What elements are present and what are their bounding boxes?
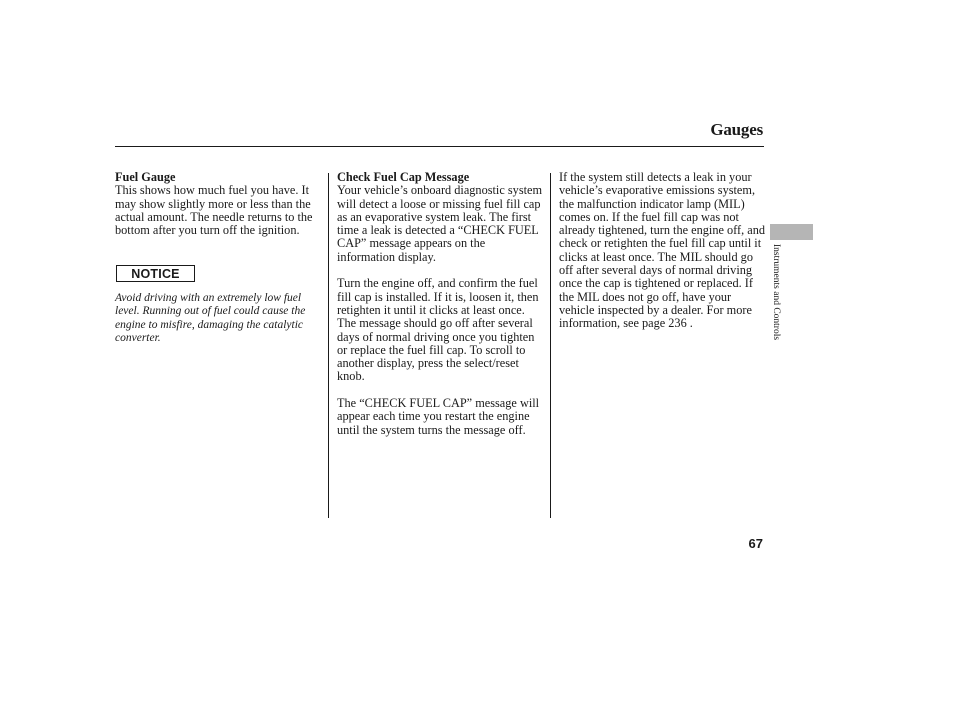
fuel-gauge-section <box>115 171 321 237</box>
leak-followup-section <box>559 171 765 331</box>
page-number: 67 <box>748 536 763 551</box>
section-tab-label: Instruments and Controls <box>771 244 781 341</box>
fuel-gauge-text: This shows how much fuel you have. It may show slightly more or less than the actual amount. The needle returns to the bottom after you turn off the ignition. <box>115 183 313 238</box>
check-fuel-cap-heading: Check Fuel Cap Message <box>337 170 470 184</box>
notice-label: NOTICE <box>116 265 195 282</box>
column-divider <box>550 173 551 518</box>
fuel-gauge-heading: Fuel Gauge <box>115 170 176 184</box>
check-fuel-cap-paragraph: The “CHECK FUEL CAP” message will appear each time you restart the engine until the system turns the message off. <box>337 396 540 437</box>
header-rule <box>115 146 764 147</box>
check-fuel-cap-paragraph: Turn the engine off, and confirm the fuel fill cap is installed. If it is, loosen it, then retighten it until it clicks at least once. The message should go off after several days of normal driving once you tighten or replace the fuel fill cap. To scroll to another display, press the select/reset knob. <box>337 276 539 384</box>
notice-text: Avoid driving with an extremely low fuel level. Running out of fuel could cause the engine to misfire, damaging the catalytic converter. <box>115 292 306 344</box>
section-tab-marker <box>770 224 813 240</box>
check-fuel-cap-paragraph: Your vehicle’s onboard diagnostic system will detect a loose or missing fuel fill cap as an evaporative system leak. The first time a leak is detected a “CHECK FUEL CAP” message appears on the information display. <box>337 183 543 264</box>
leak-followup-text: If the system still detects a leak in your vehicle’s evaporative emissions system, the malfunction indicator lamp (MIL) comes on. If the fuel fill cap was not already tightened, turn the engine off, and check or retighten the fuel fill cap until it clicks at least once. The MIL should go off after several days of normal driving once the cap is tightened or replaced. If the MIL does not go off, have your vehicle inspected by a dealer. For more information, see page 236 . <box>559 170 766 331</box>
check-fuel-cap-section <box>337 171 543 437</box>
column-divider <box>328 173 329 518</box>
page-title: Gauges <box>710 120 763 139</box>
